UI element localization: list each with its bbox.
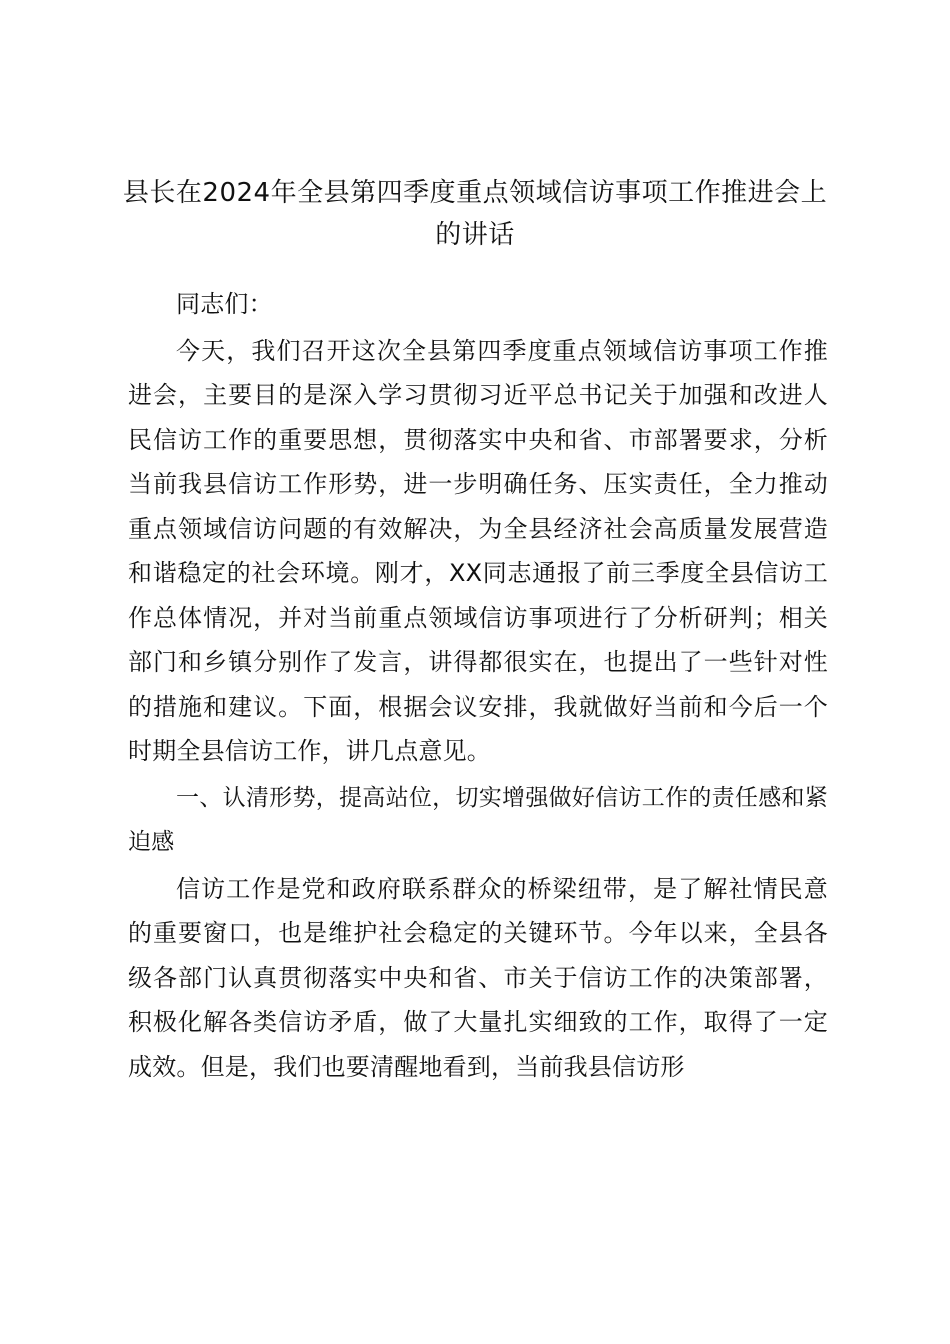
body-paragraph: 信访工作是党和政府联系群众的桥梁纽带，是了解社情民意的重要窗口，也是维护社会稳定的关键环节。今年以来，全县各级各部门认真贯彻落实中央和省、市关于信访工作的决策部署，积极化解各类信访矛盾，做了大量扎实细致的工作，取得了一定成效。但是，我们也要清醒地看到，当前我县信访形 [128,874,828,1081]
section-heading: 一、认清形势，提高站位，切实增强做好信访工作的责任感和紧迫感 [128,784,828,855]
document-title: 县长在2024年全县第四季度重点领域信访事项工作推进会上的讲话 [122,178,828,250]
salutation-paragraph: 同志们： [176,290,273,318]
document-body [128,282,828,1091]
intro-paragraph: 今天，我们召开这次全县第四季度重点领域信访事项工作推进会，主要目的是深入学习贯彻习近平总书记关于加强和改进人民信访工作的重要思想，贯彻落实中央和省、市部署要求，分析当前我县信访工作形势，进一步明确任务、压实责任，全力推动重点领域信访问题的有效解决，为全县经济社会高质量发展营造和谐稳定的社会环境。刚才，XX同志通报了前三季度全县信访工作总体情况，并对当前重点领域信访事项进行了分析研判；相关部门和乡镇分别作了发言，讲得都很实在，也提出了一些针对性的措施和建议。下面，根据会议安排，我就做好当前和今后一个时期全县信访工作，讲几点意见。 [128,336,828,765]
